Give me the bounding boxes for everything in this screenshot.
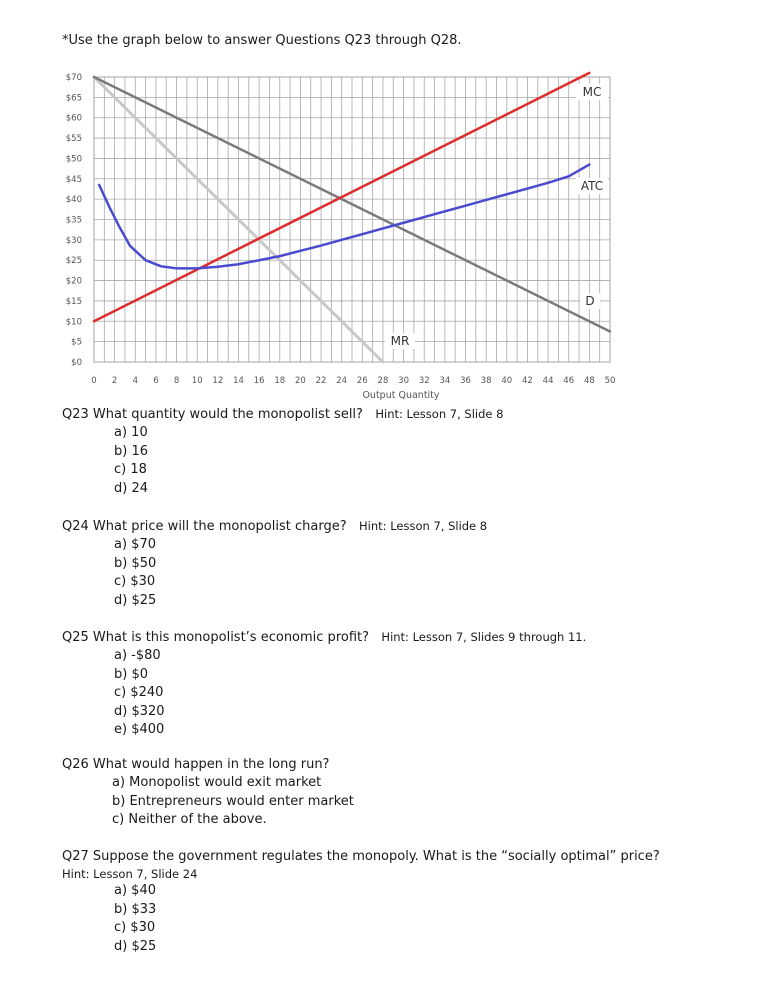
demand-label: D <box>585 294 595 308</box>
question-text: Q27 Suppose the government regulates the monopoly. What is the “socially optimal” price? <box>62 849 660 864</box>
x-axis-label: Output Quantity <box>362 390 440 401</box>
y-tick-label: $50 <box>65 154 82 165</box>
x-tick-label: 22 <box>315 376 327 386</box>
x-tick-label: 36 <box>460 376 471 386</box>
question-hint: Hint: Lesson 7, Slide 24 <box>62 867 198 881</box>
option-item: c) 18 <box>114 462 147 477</box>
y-tick-label: $35 <box>65 215 82 226</box>
x-tick-label: 46 <box>563 376 575 386</box>
x-tick-label: 32 <box>418 376 430 386</box>
y-tick-label: $65 <box>65 93 82 104</box>
x-tick-label: 50 <box>604 376 616 386</box>
x-tick-label: 4 <box>132 376 138 386</box>
option-item: a) Monopolist would exit market <box>112 775 322 790</box>
option-list <box>62 882 660 956</box>
x-tick-label: 34 <box>439 376 451 386</box>
x-tick-label: 18 <box>274 376 286 386</box>
x-tick-label: 0 <box>91 376 97 386</box>
option-item: d) $320 <box>114 703 165 719</box>
option-item: d) $25 <box>114 592 157 608</box>
x-tick-label: 14 <box>233 376 244 386</box>
question-text: Q25 What is this monopolist’s economic profit? <box>62 630 370 645</box>
y-tick-label: $40 <box>65 195 82 206</box>
option-item: c) $30 <box>114 920 156 935</box>
x-tick-label: 26 <box>356 376 368 386</box>
x-tick-label: 28 <box>377 376 389 386</box>
mr-label: MR <box>390 334 410 348</box>
x-tick-label: 42 <box>522 376 533 386</box>
option-item: b) Entrepreneurs would enter market <box>112 793 354 809</box>
option-item: a) $70 <box>114 537 156 552</box>
question-q27 <box>62 848 660 956</box>
option-list <box>62 774 354 830</box>
option-item: a) 10 <box>114 425 148 440</box>
option-item: c) $30 <box>114 574 156 589</box>
option-item: c) $240 <box>114 685 164 700</box>
option-item: d) $25 <box>114 938 157 954</box>
option-item: b) 16 <box>114 443 148 459</box>
question-text: Q26 What would happen in the long run? <box>62 757 330 772</box>
x-tick-label: 6 <box>153 376 159 386</box>
question-hint: Hint: Lesson 7, Slides 9 through 11. <box>381 630 587 644</box>
x-tick-label: 16 <box>253 376 265 386</box>
y-tick-label: $70 <box>65 73 82 83</box>
y-tick-label: $30 <box>65 235 82 246</box>
option-item: d) 24 <box>114 480 148 496</box>
option-list <box>62 647 586 740</box>
y-tick-label: $0 <box>71 358 82 368</box>
mc-label: MC <box>582 85 602 99</box>
option-list <box>62 424 503 498</box>
question-text: Q23 What quantity would the monopolist sell? <box>62 407 363 422</box>
y-tick-label: $45 <box>65 174 82 185</box>
x-tick-label: 8 <box>173 376 180 386</box>
question-q24 <box>62 517 487 610</box>
question-q23 <box>62 405 503 498</box>
x-tick-label: 20 <box>294 376 306 386</box>
x-tick-label: 44 <box>542 376 554 386</box>
option-item: c) Neither of the above. <box>112 812 267 827</box>
intro-text: *Use the graph below to answer Questions Q23 through Q28. <box>62 33 462 48</box>
y-tick-label: $25 <box>65 256 82 267</box>
y-tick-label: $5 <box>71 337 82 348</box>
y-tick-label: $10 <box>65 317 82 328</box>
y-tick-label: $60 <box>65 113 82 124</box>
option-item: b) $33 <box>114 901 157 917</box>
x-tick-label: 48 <box>583 376 595 386</box>
x-tick-label: 38 <box>480 376 492 386</box>
x-tick-label: 2 <box>111 376 118 386</box>
x-tick-label: 10 <box>191 376 203 386</box>
question-text: Q24 What price will the monopolist charge? <box>62 519 347 534</box>
y-tick-label: $55 <box>65 134 82 145</box>
x-tick-label: 12 <box>212 376 224 386</box>
question-hint: Hint: Lesson 7, Slide 8 <box>359 519 488 533</box>
question-q25 <box>62 628 586 740</box>
x-tick-label: 40 <box>501 376 513 386</box>
option-item: a) $40 <box>114 883 156 898</box>
option-item: b) $50 <box>114 555 157 571</box>
y-tick-label: $20 <box>65 276 82 287</box>
option-item: b) $0 <box>114 666 148 682</box>
question-q26 <box>62 756 354 830</box>
option-item: a) -$80 <box>114 648 161 663</box>
atc-label: ATC <box>580 179 604 193</box>
x-tick-label: 30 <box>398 376 410 386</box>
question-hint: Hint: Lesson 7, Slide 8 <box>375 407 504 421</box>
option-item: e) $400 <box>114 722 165 737</box>
y-tick-label: $15 <box>65 296 82 307</box>
x-tick-label: 24 <box>336 376 348 386</box>
option-list <box>62 536 487 610</box>
economics-chart <box>0 0 770 410</box>
